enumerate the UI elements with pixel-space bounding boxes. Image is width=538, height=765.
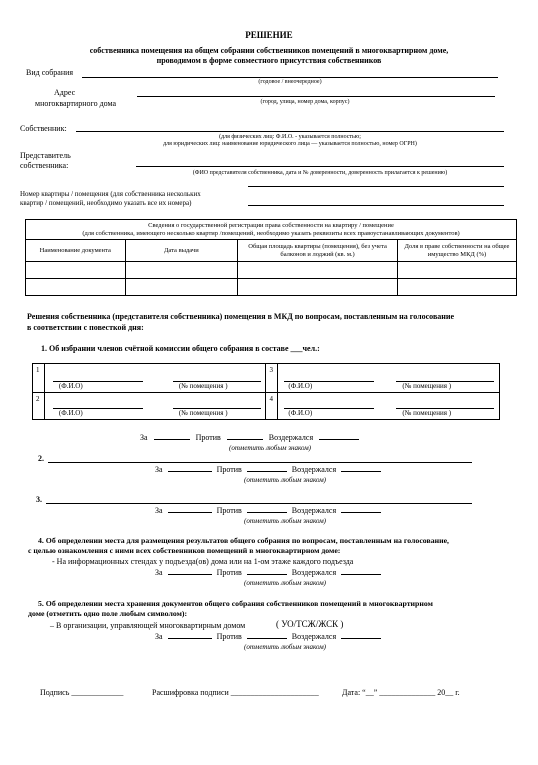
representative-hint: (ФИО представителя собственника, дата и № доверенности, доверенность прилагается к решению)	[192, 170, 448, 176]
address-field[interactable]	[137, 96, 495, 97]
registration-heading-2: (для собственника, имеющего несколько квартир /помещений, необходимо указать реквизиты всех правоустанавливающих документов)	[82, 229, 460, 237]
commission-cell-1[interactable]	[44, 364, 266, 393]
counting-commission-table	[32, 363, 500, 420]
question-5-text-2: доме (отметить одно поле любым символом):	[28, 609, 188, 618]
vote-against-field[interactable]	[247, 512, 287, 513]
vote-hint: (отметить любым знаком)	[243, 643, 327, 651]
date-field[interactable]: Дата: “__” ______________ 20__ г.	[342, 688, 460, 697]
commission-room-hint: (№ помещения )	[178, 382, 228, 390]
question-4-option: - На информационных стендах у подъезда(ов) дома или на 1-ом этаже каждого подъезда	[52, 557, 354, 566]
vote-against-field[interactable]	[247, 638, 287, 639]
question-2-vote-row	[155, 465, 384, 474]
vote-for-field[interactable]	[168, 638, 212, 639]
vote-hint: (отметить любым знаком)	[243, 517, 327, 525]
registration-cell[interactable]	[26, 279, 126, 296]
vote-against-label: Против	[216, 568, 242, 577]
vote-against-field[interactable]	[247, 574, 287, 575]
apartment-field-2[interactable]	[248, 205, 504, 206]
apartment-field-1[interactable]	[248, 186, 504, 187]
vote-abstain-label: Воздержался	[291, 568, 337, 577]
meeting-type-field[interactable]	[82, 77, 498, 78]
representative-label-1: Представитель	[20, 151, 71, 160]
vote-for-label: За	[155, 465, 163, 474]
question-2-num: 2.	[38, 454, 44, 463]
representative-field[interactable]	[136, 166, 504, 167]
vote-against-label: Против	[216, 632, 242, 641]
address-label-2: многоквартирного дома	[35, 99, 117, 108]
address-label-1: Адрес	[54, 88, 76, 97]
vote-abstain-label: Воздержался	[291, 465, 337, 474]
vote-abstain-field[interactable]	[341, 574, 381, 575]
owner-field[interactable]	[76, 131, 504, 132]
question-4-text-1: 4. Об определении места для размещения результатов общего собрания по вопросам, поставленным на голосование,	[38, 536, 449, 545]
vote-hint: (отметить любым знаком)	[228, 444, 312, 452]
vote-abstain-label: Воздержался	[291, 632, 337, 641]
commission-fio-hint: (Ф.И.О)	[58, 382, 83, 390]
representative-label-2: собственника:	[20, 161, 69, 170]
question-3-num: 3.	[36, 495, 42, 504]
owner-hint-1: (для физических лиц: Ф.И.О. - указывается полностью;	[219, 134, 361, 140]
vote-against-label: Против	[216, 506, 242, 515]
address-hint: (город, улица, номер дома, корпус)	[260, 99, 350, 105]
document-subtitle-2: проводимом в форме совместного присутствия собственников	[156, 56, 382, 65]
registration-cell[interactable]	[238, 279, 398, 296]
commission-cell-4[interactable]	[278, 393, 500, 420]
registration-cell[interactable]	[125, 262, 238, 279]
vote-against-label: Против	[216, 465, 242, 474]
vote-abstain-field[interactable]	[341, 471, 381, 472]
commission-cell-3[interactable]	[278, 364, 500, 393]
decisions-intro-1: Решения собственника (представителя собственника) помещения в МКД по вопросам, поставленным на голосование	[27, 312, 455, 321]
apartment-label-1: Номер квартиры / помещения (для собственника нескольких	[20, 190, 201, 198]
registration-table	[25, 219, 517, 296]
vote-against-field[interactable]	[227, 439, 263, 440]
commission-num: 2	[36, 395, 40, 403]
vote-abstain-field[interactable]	[341, 638, 381, 639]
question-5-vote-row	[155, 632, 384, 641]
question-5-org-type: ( УО/ТСЖ/ЖСК )	[276, 619, 344, 629]
registration-col-doc: Наименование документа	[26, 240, 126, 262]
question-4-text-2: с целью ознакомления с ними всех собственников помещений в многоквартирном доме:	[28, 546, 341, 555]
commission-fio-hint: (Ф.И.О)	[288, 382, 313, 390]
commission-fio-hint: (Ф.И.О)	[58, 409, 83, 417]
vote-against-label: Против	[195, 433, 221, 442]
commission-num: 1	[36, 366, 40, 374]
meeting-type-label: Вид собрания	[26, 68, 74, 77]
commission-num-cell	[266, 393, 278, 420]
vote-for-label: За	[140, 433, 148, 442]
commission-room-hint: (№ помещения )	[178, 409, 228, 417]
question-1-vote-row	[140, 433, 363, 442]
question-5-option: – В организации, управляющей многоквартирным домом	[50, 621, 246, 630]
commission-room-hint: (№ помещения )	[402, 382, 452, 390]
commission-num-cell	[33, 364, 45, 393]
vote-for-label: За	[155, 506, 163, 515]
owner-label: Собственник:	[20, 124, 67, 133]
document-subtitle-1: собственника помещения на общем собрании собственников помещений в многоквартирном доме,	[89, 46, 449, 55]
commission-cell-2[interactable]	[44, 393, 266, 420]
registration-cell[interactable]	[26, 262, 126, 279]
vote-abstain-label: Воздержался	[291, 506, 337, 515]
signature-field[interactable]: Подпись _____________	[40, 688, 124, 697]
registration-col-share: Доля в праве собственности на общее имущество МКД (%)	[397, 240, 516, 262]
decisions-intro-2: в соответствии с повесткой дня:	[27, 323, 144, 332]
commission-num-cell	[33, 393, 45, 420]
question-5-text-1: 5. Об определении места хранения документов общего собрания собственников помещений в многоквартирном	[38, 599, 433, 608]
question-1-text: 1. Об избрании членов счётной комиссии общего собрания в составе ___чел.:	[41, 344, 320, 353]
registration-cell[interactable]	[125, 279, 238, 296]
vote-for-field[interactable]	[168, 574, 212, 575]
registration-cell[interactable]	[397, 279, 516, 296]
registration-heading-1: Сведения о государственной регистрации права собственности на квартиру / помещение	[148, 222, 394, 230]
question-3-vote-row	[155, 506, 384, 515]
registration-col-area: Общая площадь квартиры (помещения), без учета балконов и лоджий (кв. м.)	[238, 240, 398, 262]
signature-decode-field[interactable]: Расшифровка подписи ______________________	[152, 688, 319, 697]
vote-abstain-field[interactable]	[341, 512, 381, 513]
vote-abstain-field[interactable]	[319, 439, 359, 440]
vote-for-field[interactable]	[154, 439, 190, 440]
registration-cell[interactable]	[238, 262, 398, 279]
apartment-label-2: квартир / помещений, необходимо указать все их номера)	[20, 199, 192, 207]
registration-col-date: Дата выдачи	[125, 240, 238, 262]
commission-fio-hint: (Ф.И.О)	[288, 409, 313, 417]
vote-against-field[interactable]	[247, 471, 287, 472]
document-title: РЕШЕНИЕ	[245, 30, 293, 40]
commission-num: 4	[269, 395, 273, 403]
commission-room-hint: (№ помещения )	[402, 409, 452, 417]
vote-hint: (отметить любым знаком)	[243, 476, 327, 484]
commission-num-cell	[266, 364, 278, 393]
vote-hint: (отметить любым знаком)	[243, 579, 327, 587]
vote-for-label: За	[155, 568, 163, 577]
commission-num: 3	[269, 366, 273, 374]
question-3-field[interactable]	[46, 503, 472, 504]
registration-heading	[26, 220, 517, 240]
meeting-type-hint: (годовое / внеочередное)	[258, 79, 322, 85]
question-2-field[interactable]	[48, 462, 472, 463]
registration-cell[interactable]	[397, 262, 516, 279]
vote-for-label: За	[155, 632, 163, 641]
owner-hint-2: для юридических лиц: наименование юридического лица — указывается полностью, номер ОГРН)	[163, 141, 417, 147]
question-4-vote-row	[155, 568, 384, 577]
vote-abstain-label: Воздержался	[268, 433, 314, 442]
vote-for-field[interactable]	[168, 512, 212, 513]
vote-for-field[interactable]	[168, 471, 212, 472]
